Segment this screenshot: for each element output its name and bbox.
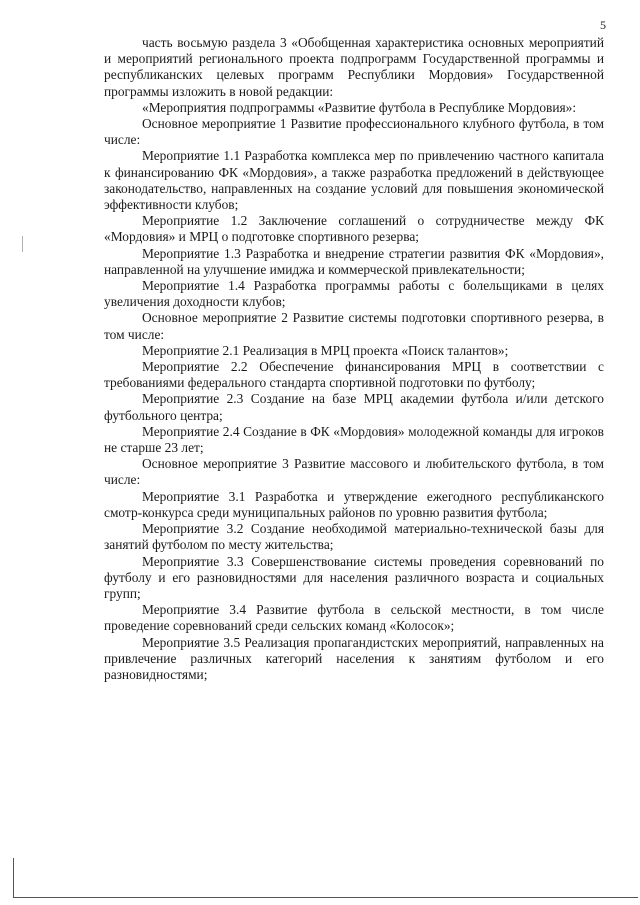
scan-border-bottom [13,897,638,898]
paragraph: Мероприятие 2.2 Обеспечение финансирования МРЦ в соответствии с требованиями федерального стандарта спортивной подготовки по футболу; [104,359,604,391]
paragraph: Мероприятие 3.5 Реализация пропагандистских мероприятий, направленных на привлечение различных категорий населения к занятиям футболом и его разновидностями; [104,634,604,682]
paragraph: Мероприятие 3.1 Разработка и утверждение ежегодного республиканского смотр-конкурса среди муниципальных районов по уровню развития футбола; [104,488,604,520]
scan-mark [22,236,23,252]
paragraph: Мероприятие 1.2 Заключение соглашений о сотрудничестве между ФК «Мордовия» и МРЦ о подготовке спортивного резерва; [104,213,604,245]
paragraph: Мероприятие 3.3 Совершенствование системы проведения соревнований по футболу и его разновидностями для населения различного возраста и социальных групп; [104,553,604,601]
paragraph: Мероприятие 1.3 Разработка и внедрение стратегии развития ФК «Мордовия», направленной на улучшение имиджа и коммерческой привлекательности; [104,245,604,277]
paragraph: Мероприятие 2.4 Создание в ФК «Мордовия» молодежной команды для игроков не старше 23 лет; [104,423,604,456]
scan-border-left [13,858,14,898]
paragraph: Мероприятие 1.1 Разработка комплекса мер по привлечению частного капитала к финансированию ФК «Мордовия», а также разработка предложений в действующее законодательство, направленных на создание условий для повышения экономической эффективности клубов; [104,148,604,213]
paragraph: «Мероприятия подпрограммы «Развитие футбола в Республике Мордовия»: [142,99,577,115]
paragraph: Мероприятие 1.4 Разработка программы работы с болельщиками в целях увеличения доходности клубов; [104,278,604,310]
paragraph: Мероприятие 3.2 Создание необходимой материально-технической базы для занятий футболом по месту жительства; [104,521,604,553]
page-number: 5 [600,18,606,32]
document-body [104,35,604,683]
paragraph: Мероприятие 2.3 Создание на базе МРЦ академии футбола и/или детского футбольного центра; [104,391,604,423]
paragraph: Основное мероприятие 2 Развитие системы подготовки спортивного резерва, в том числе: [104,310,604,342]
paragraph: Мероприятие 2.1 Реализация в МРЦ проекта «Поиск талантов»; [142,342,509,358]
paragraph: часть восьмую раздела 3 «Обобщенная характеристика основных мероприятий и мероприятий регионального проекта подпрограмм Государственной программы и республиканских целевых программ Республики Мордовия» Государственной программы изложить в новой редакции: [104,35,604,99]
paragraph: Основное мероприятие 3 Развитие массового и любительского футбола, в том числе: [104,456,604,488]
paragraph: Основное мероприятие 1 Развитие профессионального клубного футбола, в том числе: [104,116,604,148]
paragraph: Мероприятие 3.4 Развитие футбола в сельской местности, в том числе проведение соревнований среди сельских команд «Колосок»; [104,602,604,634]
